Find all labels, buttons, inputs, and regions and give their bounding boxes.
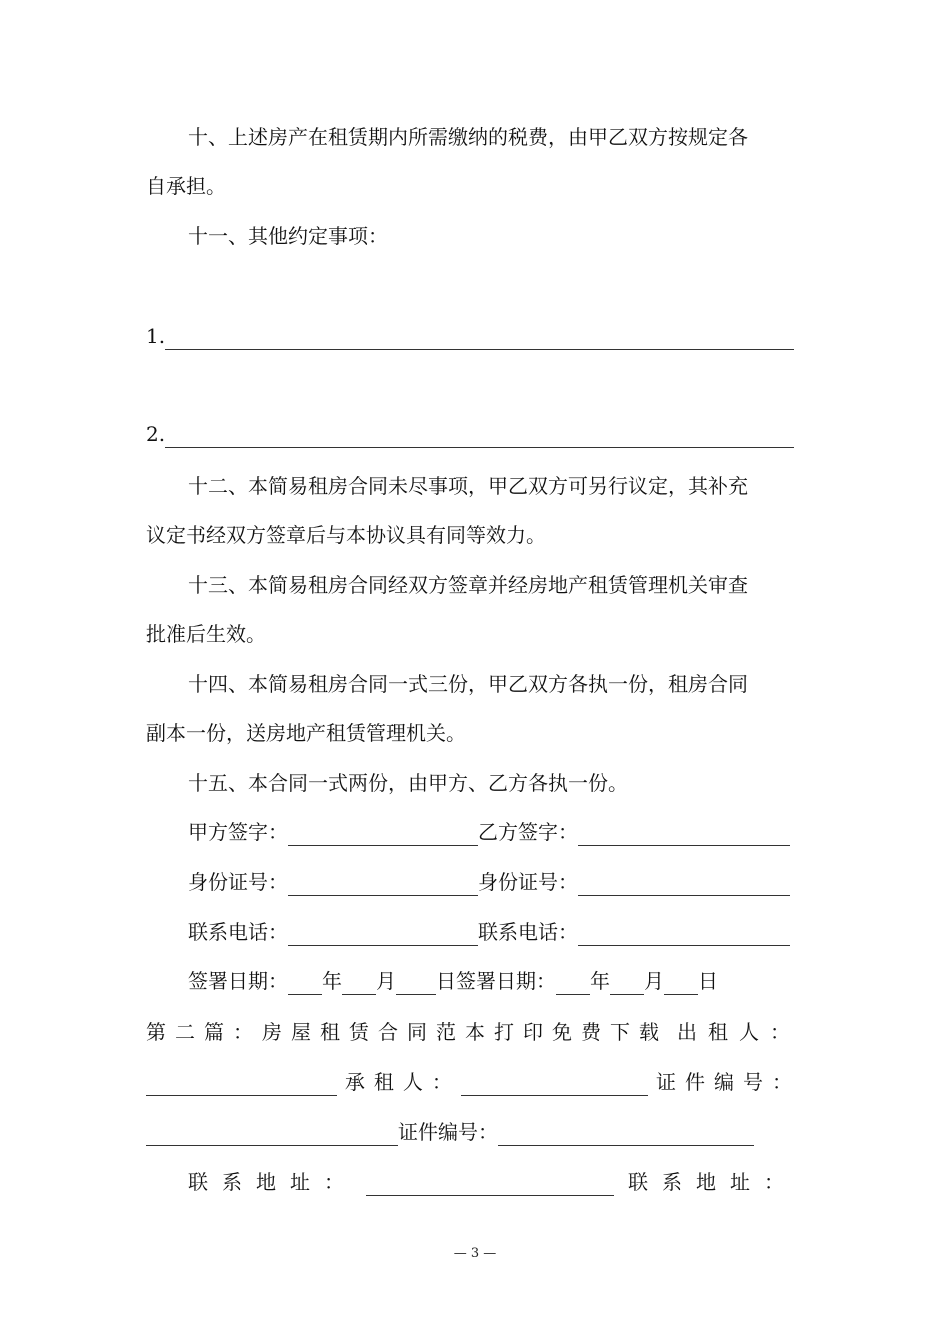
page-number: — 3 — bbox=[453, 1246, 497, 1261]
address-row bbox=[188, 1168, 798, 1196]
blank-line bbox=[165, 427, 794, 448]
other-item-1 bbox=[146, 322, 794, 350]
party-a-sign-blank bbox=[288, 825, 478, 846]
cert-no-label: 证件编号： bbox=[656, 1070, 801, 1094]
party-b-phone-blank bbox=[578, 925, 790, 946]
day-blank bbox=[396, 974, 436, 995]
item-number-2: 2. bbox=[146, 422, 166, 446]
year-label: 年 bbox=[590, 969, 610, 993]
month-label: 月 bbox=[376, 969, 396, 993]
party-b-id-blank bbox=[578, 875, 790, 896]
second-contract-title: 第二篇：房屋租赁合同范本打印免费下载 bbox=[146, 1020, 668, 1044]
party-a-phone-label: 联系电话： bbox=[188, 920, 288, 944]
year-blank bbox=[288, 974, 322, 995]
day-label: 日 bbox=[698, 969, 718, 993]
clause-13-line-2: 批准后生效。 bbox=[146, 622, 266, 646]
other-item-2 bbox=[146, 420, 794, 448]
address-blank bbox=[366, 1175, 614, 1196]
month-blank bbox=[342, 974, 376, 995]
signature-row bbox=[188, 818, 790, 846]
month-label: 月 bbox=[644, 969, 664, 993]
year-label: 年 bbox=[322, 969, 342, 993]
party-a-date-label: 签署日期： bbox=[188, 969, 288, 993]
clause-13-line-1: 十三、本简易租房合同经双方签章并经房地产租赁管理机关审查 bbox=[188, 573, 748, 597]
party-a-phone-blank bbox=[288, 925, 478, 946]
sign-date-row bbox=[188, 967, 768, 995]
blank-line bbox=[165, 329, 794, 350]
lessor-label: 出租人： bbox=[677, 1020, 801, 1044]
party-b-id-label: 身份证号： bbox=[478, 870, 578, 894]
day-blank bbox=[664, 974, 698, 995]
clause-12-line-1: 十二、本简易租房合同未尽事项，甲乙双方可另行议定，其补充 bbox=[188, 474, 748, 498]
party-b-date-label: 签署日期： bbox=[456, 969, 556, 993]
clause-11: 十一、其他约定事项： bbox=[188, 224, 388, 248]
party-a-sign-label: 甲方签字： bbox=[188, 820, 288, 844]
party-b-phone-label: 联系电话： bbox=[478, 920, 578, 944]
item-number-1: 1. bbox=[146, 324, 166, 348]
clause-12-line-2: 议定书经双方签章后与本协议具有同等效力。 bbox=[146, 523, 546, 547]
clause-15: 十五、本合同一式两份，由甲方、乙方各执一份。 bbox=[188, 771, 628, 795]
year-blank bbox=[556, 974, 590, 995]
cert-no-label-2: 证件编号： bbox=[398, 1120, 498, 1144]
lessee-blank bbox=[461, 1075, 648, 1096]
cert-no-blank-2 bbox=[498, 1125, 754, 1146]
id-number-row bbox=[188, 868, 790, 896]
party-b-sign-label: 乙方签字： bbox=[478, 820, 578, 844]
lessee-label: 承租人： bbox=[344, 1070, 461, 1094]
clause-14-line-2: 副本一份，送房地产租赁管理机关。 bbox=[146, 721, 466, 745]
party-a-id-label: 身份证号： bbox=[188, 870, 288, 894]
address-label: 联系地址： bbox=[188, 1170, 358, 1194]
address-label-2: 联系地址： bbox=[628, 1170, 798, 1194]
phone-row bbox=[188, 918, 790, 946]
party-b-sign-blank bbox=[578, 825, 790, 846]
day-label: 日 bbox=[436, 969, 456, 993]
cert-no-row bbox=[146, 1118, 776, 1146]
lessee-row bbox=[146, 1068, 801, 1096]
lessor-blank bbox=[146, 1075, 337, 1096]
clause-10-line-2: 自承担。 bbox=[146, 174, 226, 198]
clause-10-line-1: 十、上述房产在租赁期内所需缴纳的税费，由甲乙双方按规定各 bbox=[188, 125, 748, 149]
party-a-id-blank bbox=[288, 875, 478, 896]
cert-no-blank bbox=[146, 1125, 398, 1146]
second-contract-header bbox=[146, 1018, 801, 1046]
month-blank bbox=[610, 974, 644, 995]
clause-14-line-1: 十四、本简易租房合同一式三份，甲乙双方各执一份，租房合同 bbox=[188, 672, 748, 696]
